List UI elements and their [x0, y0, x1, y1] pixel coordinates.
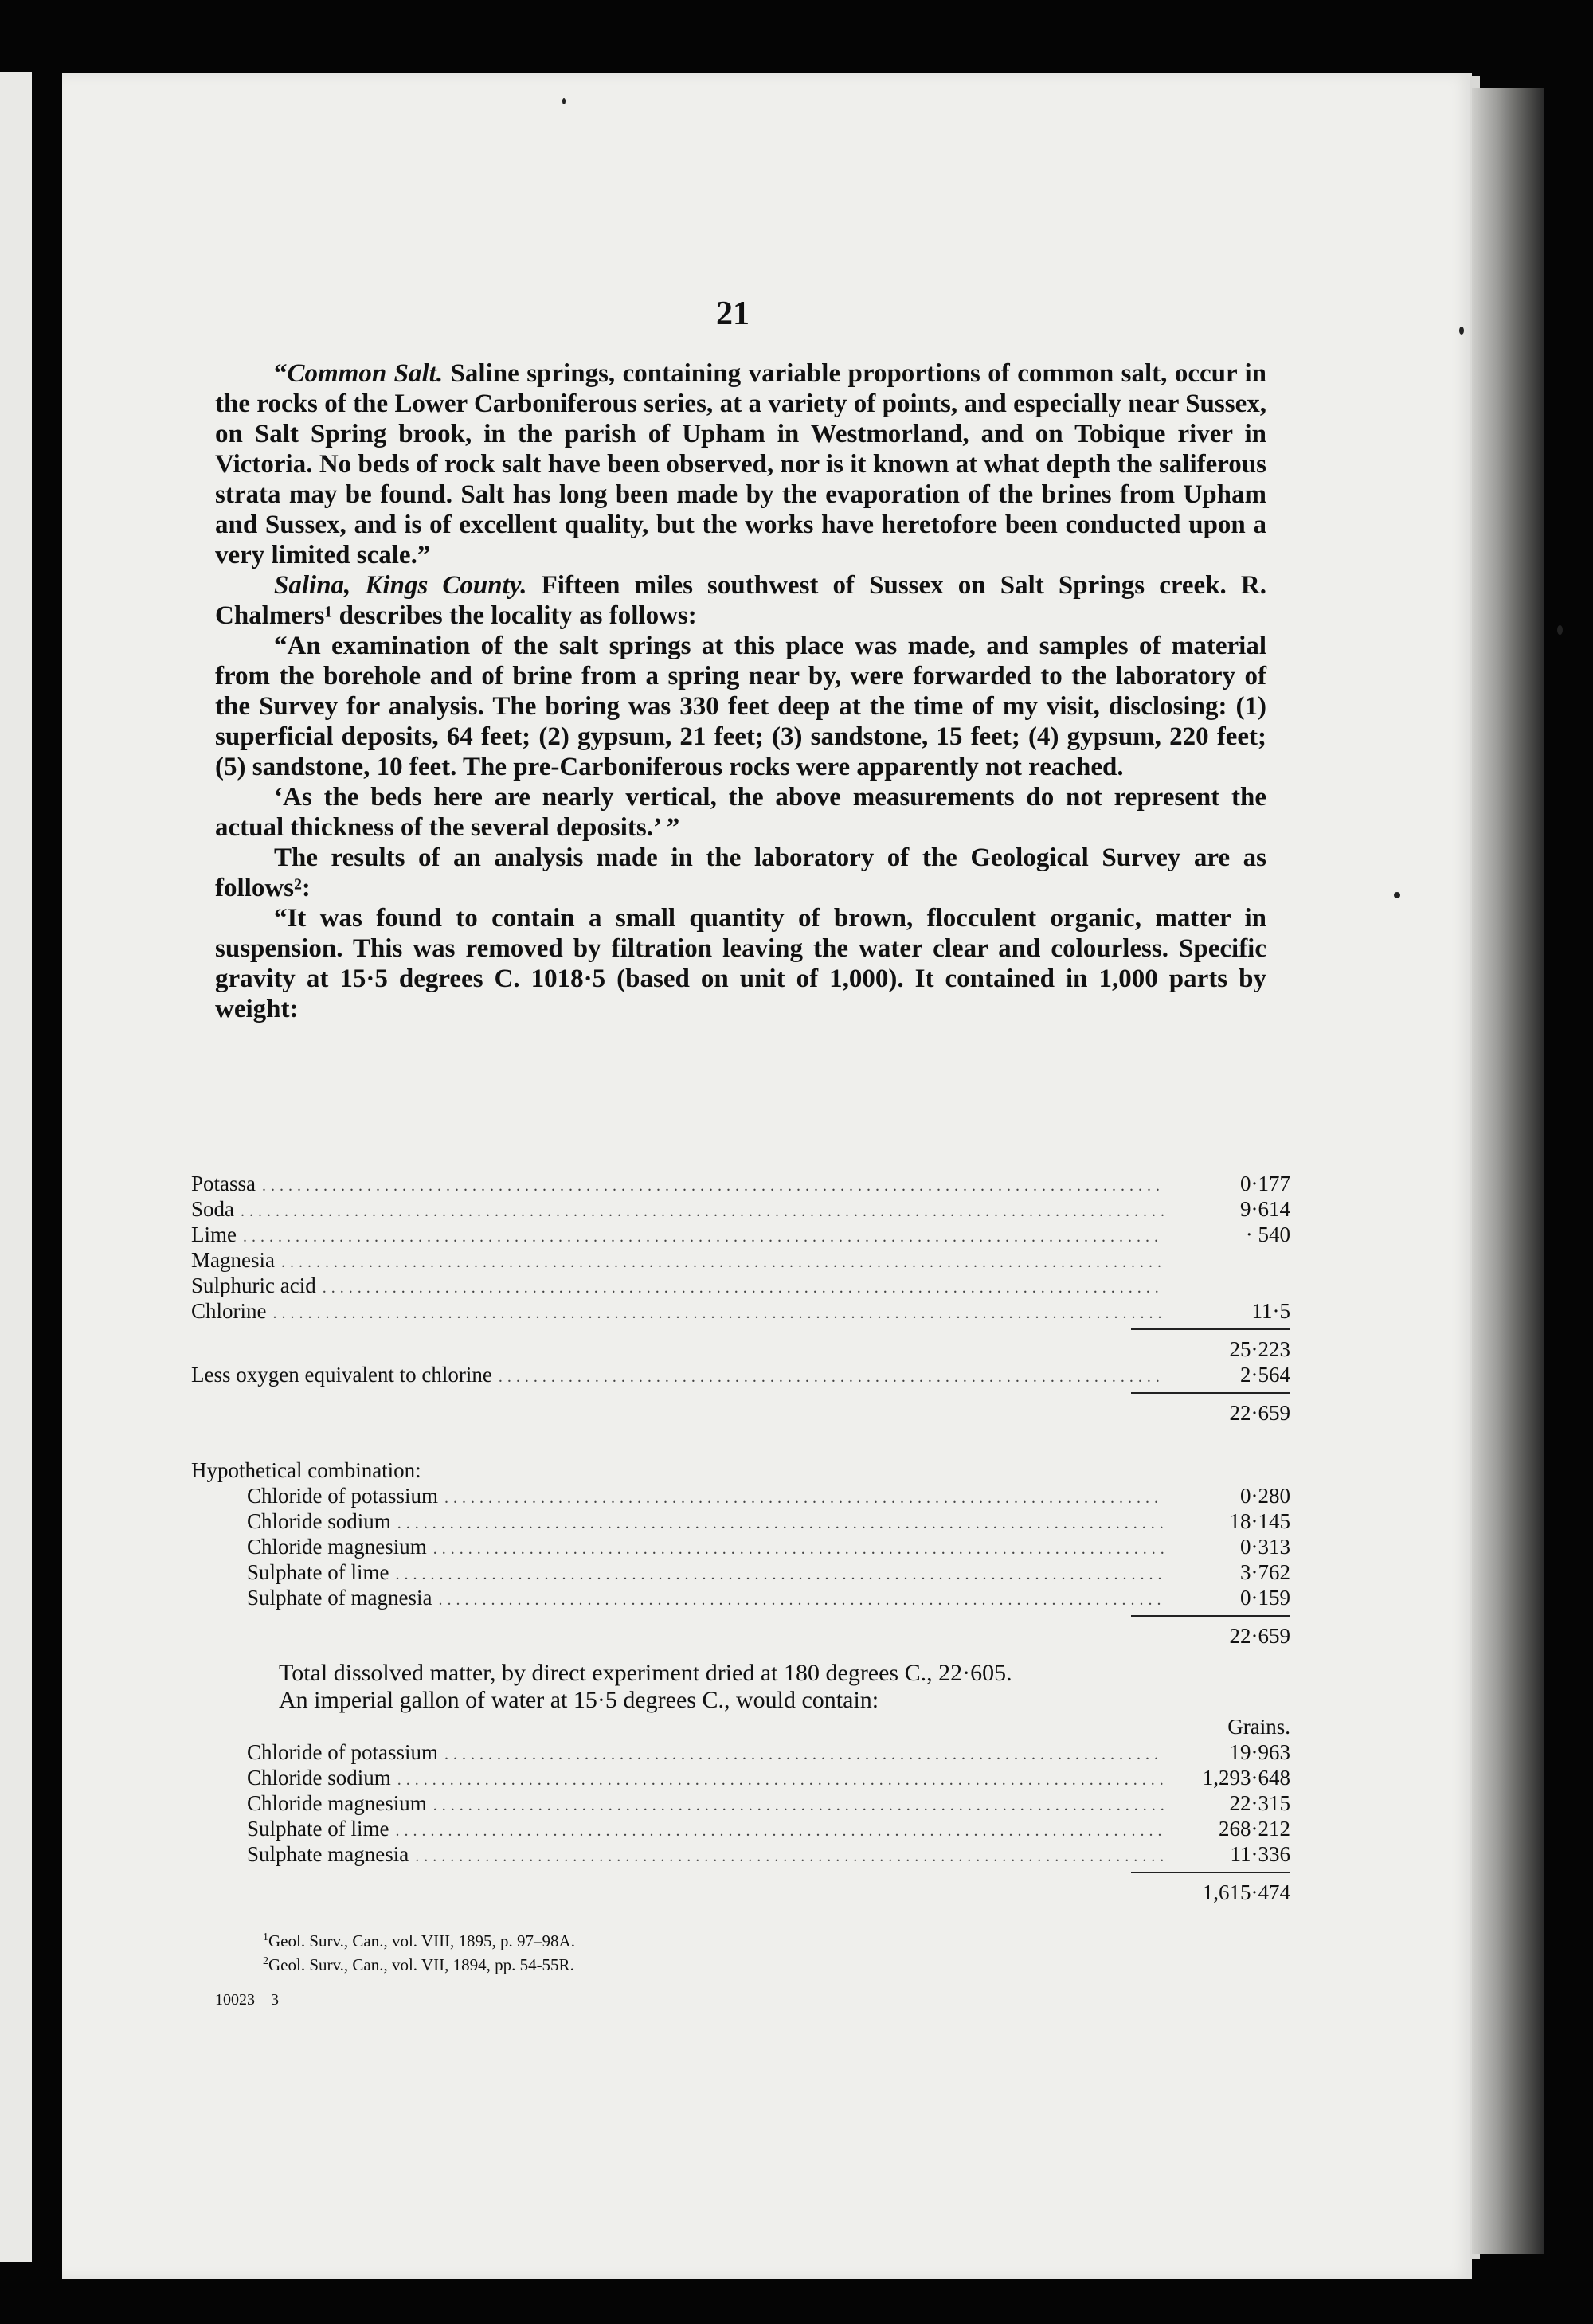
- table-row: [191, 1298, 1290, 1324]
- combination-label: Sulphate of magnesia: [247, 1586, 432, 1610]
- table-row: [191, 1790, 1290, 1816]
- adjacent-page-edge: [0, 72, 32, 2262]
- italic-lead: Salina, Kings County.: [274, 571, 527, 600]
- subtotal: [191, 1623, 1290, 1649]
- footnote-1: [263, 1927, 575, 1951]
- subtotal-value: 22·659: [1229, 1401, 1290, 1425]
- gallon-value: 1,293·648: [1202, 1766, 1290, 1790]
- gallon-label: Chloride sodium: [247, 1766, 391, 1790]
- leader-dots: [415, 1844, 1164, 1869]
- table-row: [191, 1739, 1290, 1765]
- subtotal-value: 22·659: [1229, 1624, 1290, 1648]
- leader-dots: [243, 1224, 1164, 1250]
- constituent-value: 0·177: [1240, 1172, 1290, 1195]
- leader-dots: [273, 1301, 1165, 1326]
- hypothetical-heading: Hypothetical combination:: [191, 1458, 421, 1482]
- leader-dots: [397, 1767, 1164, 1793]
- table-row: [191, 1222, 1290, 1247]
- leader-dots: [444, 1742, 1164, 1767]
- gallon-label: Chloride of potassium: [247, 1740, 438, 1764]
- combination-value: 3·762: [1240, 1560, 1290, 1584]
- gallon-label: Chloride magnesium: [247, 1791, 427, 1815]
- imperial-gallon-statement: An imperial gallon of water at 15·5 degrees C., would contain:: [279, 1687, 879, 1713]
- footnote-marker: 2: [263, 1955, 268, 1967]
- footnote-marker: 1: [263, 1931, 268, 1943]
- analysis-tables: [191, 1171, 1290, 1905]
- leader-dots: [499, 1364, 1164, 1390]
- table-row: [191, 1508, 1290, 1534]
- leader-dots: [438, 1587, 1164, 1613]
- gallon-value: 11·336: [1230, 1842, 1290, 1866]
- footnote-text: Geol. Surv., Can., vol. VII, 1894, pp. 54-55R.: [268, 1955, 574, 1974]
- printer-imprint: 10023—3: [215, 1991, 279, 2009]
- gallon-total: 1,615·474: [1202, 1880, 1290, 1904]
- grains-header: [191, 1714, 1290, 1739]
- constituent-label: Sulphuric acid: [191, 1274, 316, 1297]
- body-text: [215, 358, 1266, 1024]
- combination-label: Chloride sodium: [247, 1509, 391, 1533]
- leader-dots: [433, 1793, 1164, 1818]
- footnotes: [263, 1927, 575, 1975]
- page-number: 21: [716, 295, 750, 332]
- subtotal: [191, 1880, 1290, 1905]
- footnote-text: Geol. Surv., Can., vol. VIII, 1895, p. 97–98A.: [268, 1931, 575, 1950]
- constituent-value: 9·614: [1240, 1197, 1290, 1221]
- leader-dots: [241, 1199, 1164, 1224]
- subtotal: [191, 1336, 1290, 1362]
- total-dissolved-statement: Total dissolved matter, by direct experiment dried at 180 degrees C., 22·605.: [279, 1660, 1012, 1686]
- footnote-2: [263, 1951, 575, 1975]
- gallon-value: 19·963: [1229, 1740, 1290, 1764]
- paragraph-salina: Salina, Kings County. Fifteen miles southwest of Sussex on Salt Springs creek. R. Chalmers¹ describes the locality as follows:: [215, 571, 1266, 630]
- constituent-value: 11·5: [1251, 1299, 1290, 1323]
- table-row: [191, 1483, 1290, 1508]
- table-row: [191, 1841, 1290, 1867]
- subtotal: [191, 1400, 1290, 1426]
- less-oxygen-value: 2·564: [1240, 1363, 1290, 1387]
- combination-value: 18·145: [1229, 1509, 1290, 1533]
- italic-lead: Common Salt.: [287, 359, 444, 388]
- paragraph-beds: ‘As the beds here are nearly vertical, the above measurements do not represent the actual thickness of the several deposits.’ ”: [215, 783, 1266, 842]
- constituent-label: Magnesia: [191, 1248, 275, 1272]
- combination-label: Sulphate of lime: [247, 1560, 389, 1584]
- gallon-label: Sulphate of lime: [247, 1817, 389, 1841]
- table-row: [191, 1457, 1290, 1483]
- grains-header-label: Grains.: [1227, 1715, 1290, 1739]
- leader-dots: [395, 1562, 1164, 1587]
- leader-dots: [444, 1485, 1164, 1511]
- paragraph-found: “It was found to contain a small quantity of brown, flocculent organic, matter in suspension. This was removed by filtration leaving the water clear and colourless. Specific gravity at 15·5 degrees C. 1018·5 (based on unit of 1,000). It contained in 1,000 parts by weight:: [215, 904, 1266, 1023]
- paragraph-results: The results of an analysis made in the laboratory of the Geological Survey are as follows²:: [215, 843, 1266, 902]
- sum-rule: [1131, 1328, 1290, 1332]
- gallon-label: Sulphate magnesia: [247, 1842, 409, 1866]
- table-row: [191, 1559, 1290, 1585]
- leader-dots: [433, 1536, 1164, 1562]
- sum-rule: [1131, 1872, 1290, 1875]
- leader-dots: [395, 1818, 1164, 1844]
- table-row: [191, 1273, 1290, 1298]
- leader-dots: [397, 1511, 1164, 1536]
- paragraph-common-salt: “Common Salt. Saline springs, containing variable proportions of common salt, occur in the rocks of the Lower Carboniferous series, at a variety of points, and especially near Sussex, on Salt Spring brook, in the parish of Upham in Westmorland, and on Tobique river in Victoria. No beds of rock salt have been observed, nor is it known at what depth the saliferous strata may be found. Salt has long been made by the evaporation of the brines from Upham and Sussex, and is of excellent quality, but the works have heretofore been conducted upon a very limited scale.”: [215, 359, 1267, 569]
- sum-rule: [1131, 1615, 1290, 1618]
- table-row: [191, 1816, 1290, 1841]
- table-row: [191, 1171, 1290, 1196]
- table-row: [191, 1534, 1290, 1559]
- scan-speck: [562, 98, 566, 104]
- constituent-label: Chlorine: [191, 1299, 267, 1323]
- paragraph-examination: “An examination of the salt springs at this place was made, and samples of material from the borehole and of brine from a spring near by, were forwarded to the laboratory of the Survey for analysis. The boring was 330 feet deep at the time of my visit, disclosing: (1) superficial deposits, 64 feet; (2) gypsum, 21 feet; (3) sandstone, 15 feet; (4) gypsum, 220 feet; (5) sandstone, 10 feet. The pre-Carboniferous rocks were apparently not reached.: [215, 632, 1266, 781]
- table-row: [191, 1765, 1290, 1790]
- constituent-value: · 540: [1245, 1223, 1290, 1246]
- combination-value: 0·280: [1240, 1484, 1290, 1508]
- table-row: [191, 1196, 1290, 1222]
- gallon-value: 268·212: [1219, 1817, 1290, 1841]
- constituent-label: Potassa: [191, 1172, 256, 1195]
- scan-speck: [1557, 625, 1563, 635]
- combination-label: Chloride of potassium: [247, 1484, 438, 1508]
- table-row: [191, 1585, 1290, 1610]
- constituent-label: Lime: [191, 1223, 237, 1246]
- leader-dots: [323, 1275, 1164, 1301]
- leader-dots: [281, 1250, 1164, 1275]
- table-row: [191, 1247, 1290, 1273]
- constituent-label: Soda: [191, 1197, 234, 1221]
- scan-speck: [1459, 327, 1464, 335]
- table-row: [191, 1362, 1290, 1387]
- less-oxygen-label: Less oxygen equivalent to chlorine: [191, 1363, 492, 1387]
- combination-label: Chloride magnesium: [247, 1535, 427, 1559]
- combination-value: 0·159: [1240, 1586, 1290, 1610]
- book-fore-edge: [1472, 88, 1544, 2254]
- scan-speck: [1394, 892, 1400, 898]
- gallon-value: 22·315: [1229, 1791, 1290, 1815]
- subtotal-value: 25·223: [1229, 1337, 1290, 1361]
- sum-rule: [1131, 1392, 1290, 1395]
- leader-dots: [262, 1173, 1164, 1199]
- combination-value: 0·313: [1240, 1535, 1290, 1559]
